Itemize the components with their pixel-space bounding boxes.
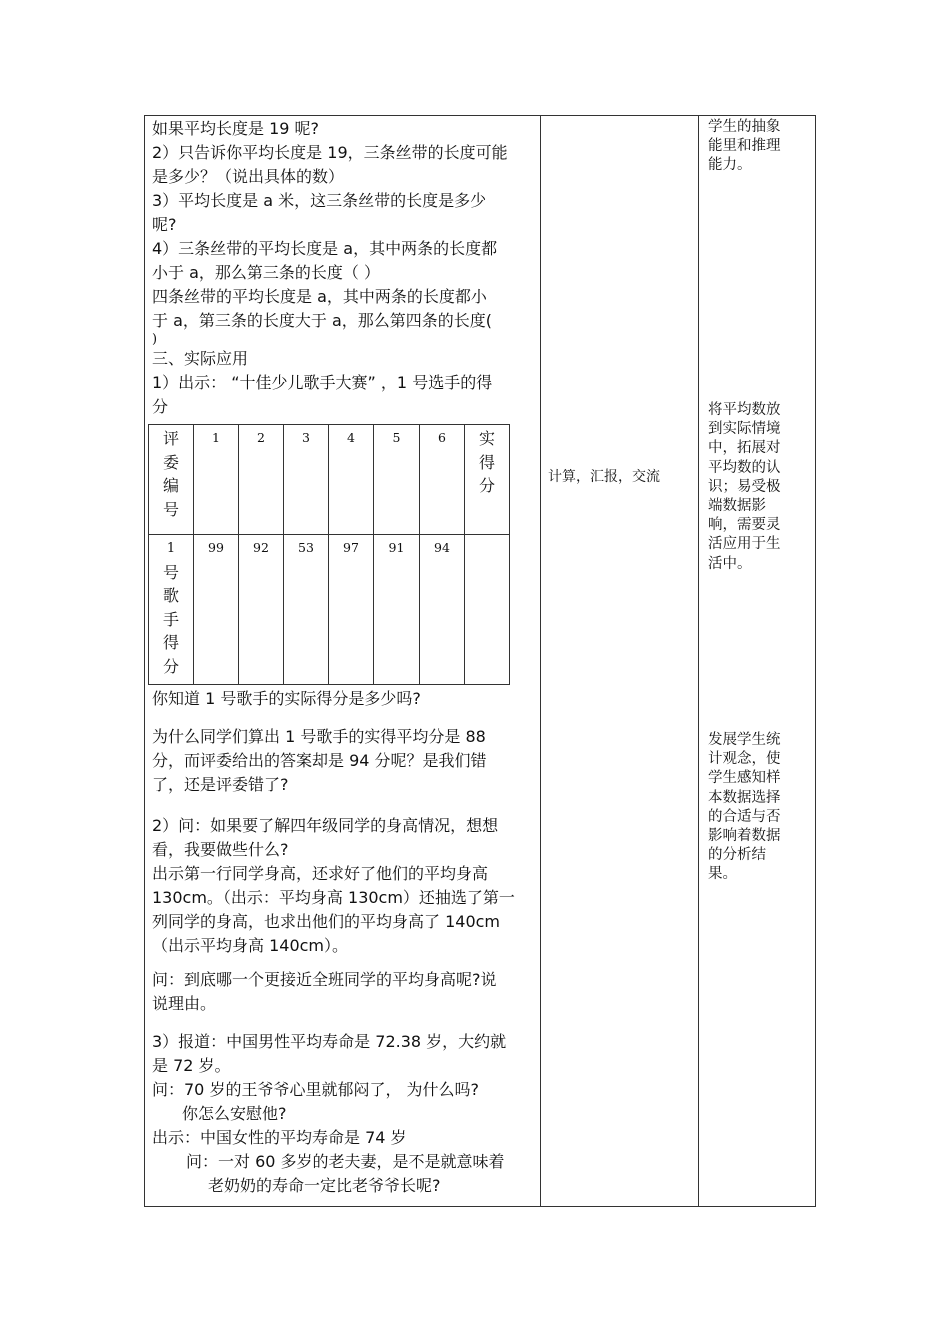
design-note-1: 学生的抽象能里和推理能力。 [708,119,781,174]
table-cell [239,425,284,535]
text-line: （出示平均身高 140cm）。 [152,936,349,955]
table-cell [420,535,465,685]
header-char: 号 [162,499,179,519]
table-cell [239,535,284,685]
text-line: 问：70 岁的王爷爷心里就郁闷了， 为什么吗? [152,1080,480,1099]
text-line: 2）只告诉你平均长度是 19，三条丝带的长度可能 [152,143,508,162]
judge-number: 1 [212,430,220,445]
content-block-height [152,814,536,958]
table-cell [329,425,374,535]
header-char: 手 [162,609,179,629]
text-line: 老奶奶的寿命一定比老爷爷长呢? [208,1176,441,1195]
design-note-3: 发展学生统计观念，使学生感知样本数据选择的合适与否影响着数据的分析结果。 [708,732,781,883]
text-line: ) [152,332,158,347]
text-line: 分 [152,397,169,416]
header-char: 分 [478,476,495,495]
actual-score-header [465,425,510,535]
table-cell [284,535,329,685]
content-block-top [152,117,536,419]
header-char: 委 [162,452,179,472]
text-line: 3）平均长度是 a 米，这三条丝带的长度是多少 [152,191,487,210]
text-line: 你知道 1 号歌手的实际得分是多少吗? [152,689,421,708]
judge-number: 4 [347,430,355,445]
text-line: 了，还是评委错了? [152,775,289,794]
header-char: 实 [478,429,495,448]
text-line: 小于 a，那么第三条的长度（ ） [152,263,380,282]
judge-score: 99 [208,540,224,555]
text-line: 呢? [152,215,177,234]
header-char: 得 [162,633,179,652]
judge-score: 53 [298,540,314,555]
row-header-judge-number [149,425,194,535]
table-cell [329,535,374,685]
header-char: 得 [478,452,495,472]
content-block-question [152,968,536,1016]
row-header-singer [149,535,194,685]
text-line: 1）出示： “十佳少儿歌手大赛” ，1 号选手的得 [152,373,493,392]
judge-score: 97 [343,540,359,555]
header-char: 编 [162,476,179,495]
header-char: 号 [162,562,179,582]
text-line: 问：一对 60 多岁的老夫妻，是不是就意味着 [186,1152,505,1171]
text-line: 是 72 岁。 [152,1056,231,1075]
judge-score: 94 [434,540,450,555]
table-cell [420,425,465,535]
judge-score: 92 [253,540,269,555]
judge-number: 3 [302,430,310,445]
text-line: 列同学的身高，也求出他们的平均身高了 140cm [152,912,501,931]
judge-number: 2 [257,430,265,445]
text-line: 看，我要做些什么? [152,840,289,859]
table-cell [374,535,420,685]
text-line: 如果平均长度是 19 呢? [152,119,320,138]
text-line: 分，而评委给出的答案却是 94 分呢？是我们错 [152,751,487,770]
text-line: 于 a，第三条的长度大于 a，那么第四条的长度( [152,311,493,330]
header-char: 评 [162,429,179,448]
column-divider-2 [698,115,699,1207]
text-line: 为什么同学们算出 1 号歌手的实得平均分是 88 [152,727,486,746]
text-line: 出示第一行同学身高，还求好了他们的平均身高 [152,864,489,883]
table-cell [194,425,239,535]
design-note-2: 将平均数放到实际情境中，拓展对平均数的认识；易受极端数据影响，需要灵活应用于生活中。 [708,402,781,572]
text-line: 你怎么安慰他? [182,1104,287,1123]
text-line: 4）三条丝带的平均长度是 a，其中两条的长度都 [152,239,498,258]
header-char: 歌 [162,586,179,605]
content-block-lifespan [152,1030,536,1198]
actual-score [465,535,509,540]
text-line: 四条丝带的平均长度是 a，其中两条的长度都小 [152,287,487,306]
section-heading: 三、实际应用 [152,349,249,368]
student-activity: 计算，汇报，交流 [548,469,660,485]
judge-score-table [148,424,510,685]
actual-score-cell [465,535,510,685]
column-divider-1 [540,115,541,1207]
text-line: 出示：中国女性的平均寿命是 74 岁 [152,1128,407,1147]
judge-number: 5 [392,430,401,445]
text-line: 2）问：如果要了解四年级同学的身高情况，想想 [152,816,499,835]
judge-number: 6 [438,430,446,445]
judge-score: 91 [388,540,405,555]
header-char: 分 [162,656,179,676]
header-char: 1 [166,541,176,556]
text-line: 说理由。 [152,994,217,1013]
table-cell [194,535,239,685]
text-line: 问：到底哪一个更接近全班同学的平均身高呢?说 [152,970,497,989]
text-line: 130cm。（出示：平均身高 130cm）还抽选了第一 [152,888,515,907]
content-block-why [152,725,536,797]
judge-number-row [149,425,510,535]
text-line: 3）报道：中国男性平均寿命是 72.38 岁，大约就 [152,1032,507,1051]
content-block-middle [152,687,536,711]
table-cell [374,425,420,535]
text-line: 是多少？（说出具体的数） [152,167,345,186]
singer-score-row [149,535,510,685]
table-cell [284,425,329,535]
